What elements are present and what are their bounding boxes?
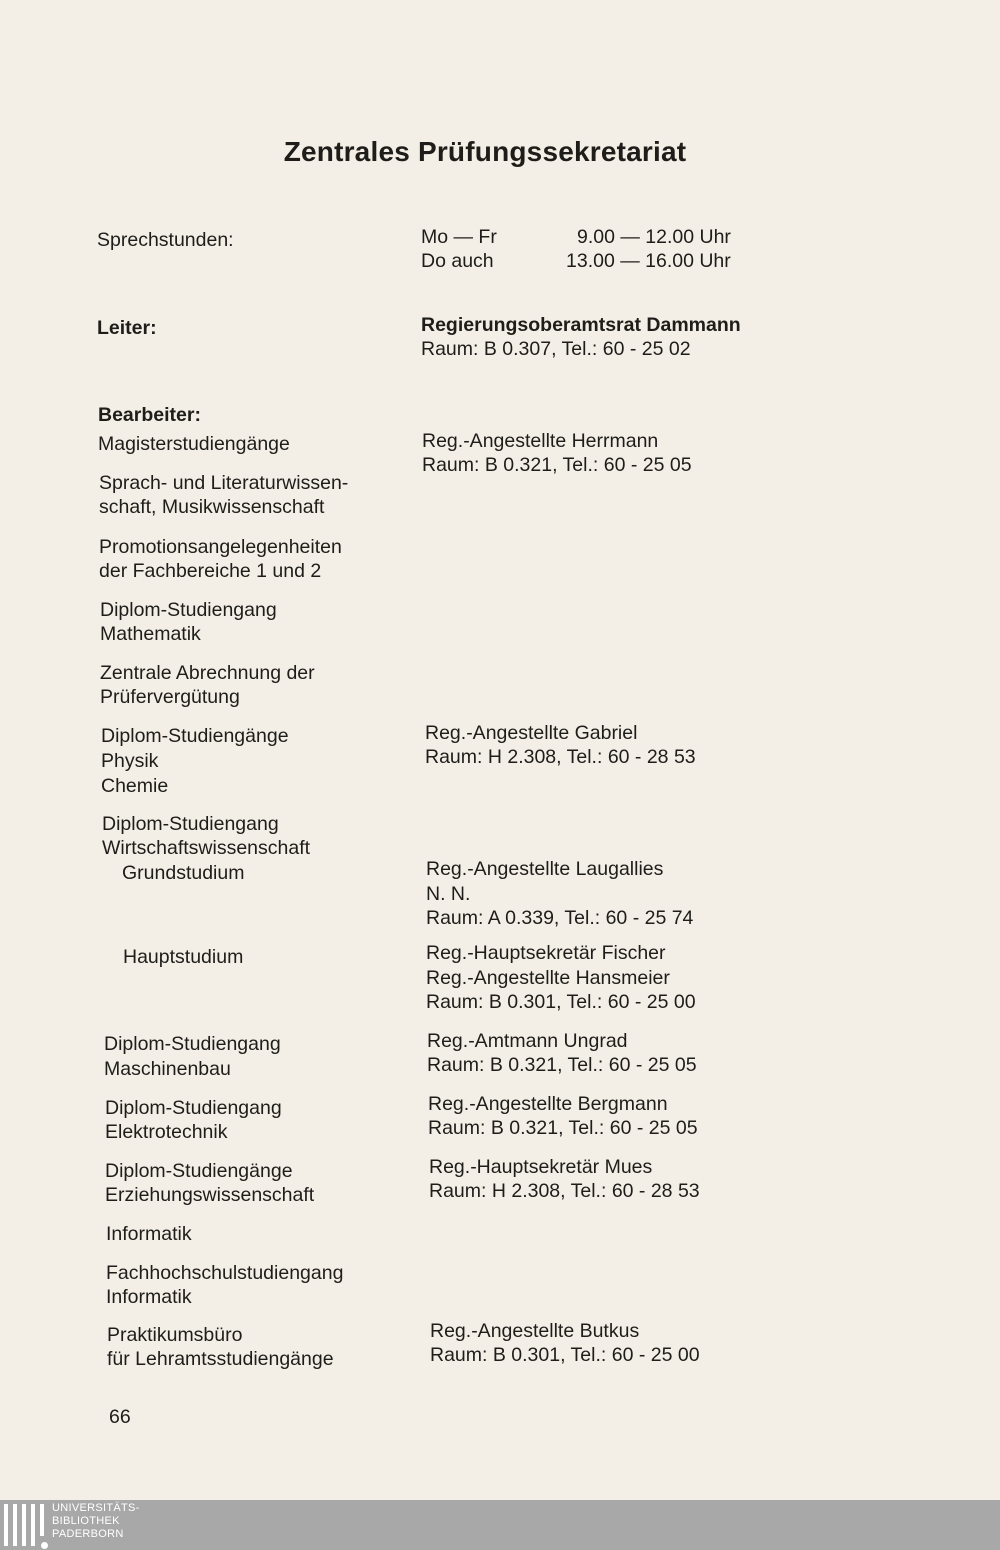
subject-line: Sprach- und Literaturwissen- <box>99 472 349 494</box>
subject-line: Diplom-Studiengang <box>104 1033 281 1055</box>
page-title: Zentrales Prüfungssekretariat <box>283 136 687 167</box>
library-logo-icon <box>4 1504 48 1546</box>
subject-line: Informatik <box>106 1223 192 1245</box>
staff-line: Raum: B 0.301, Tel.: 60 - 25 00 <box>426 991 696 1013</box>
subject-line: Mathematik <box>100 623 201 645</box>
staff-line: Raum: A 0.339, Tel.: 60 - 25 74 <box>426 907 694 929</box>
subject-line: Chemie <box>101 775 169 797</box>
subject-line: schaft, Musikwissenschaft <box>99 496 325 518</box>
staff-line: Reg.-Angestellte Gabriel <box>425 722 638 744</box>
head-label: Leiter: <box>97 317 157 339</box>
page-number: 66 <box>109 1406 131 1428</box>
staff-line: Raum: H 2.308, Tel.: 60 - 28 53 <box>425 746 696 768</box>
subject-line: Diplom-Studiengang <box>100 599 277 621</box>
staff-line: Reg.-Amtmann Ungrad <box>427 1030 628 1052</box>
subject-line: Diplom-Studiengänge <box>101 725 289 747</box>
office-hours-time-1: 9.00 — 12.00 Uhr <box>577 226 731 248</box>
library-logo-text <box>52 1502 140 1541</box>
subject-line: Maschinenbau <box>104 1058 231 1080</box>
staff-line: Raum: B 0.321, Tel.: 60 - 25 05 <box>428 1117 698 1139</box>
subject-line: Diplom-Studiengänge <box>105 1160 293 1182</box>
subject-line: Prüfervergütung <box>100 686 240 708</box>
office-hours-label: Sprechstunden: <box>97 229 234 251</box>
staff-line: Raum: B 0.301, Tel.: 60 - 25 00 <box>430 1344 700 1366</box>
staff-label: Bearbeiter: <box>98 404 201 426</box>
staff-line: N. N. <box>426 883 471 905</box>
library-logo-line: PADERBORN <box>52 1528 124 1540</box>
subject-line: Elektrotechnik <box>105 1121 228 1143</box>
subject-line: Erziehungswissenschaft <box>105 1184 315 1206</box>
staff-line: Raum: B 0.321, Tel.: 60 - 25 05 <box>422 454 692 476</box>
subject-line: Diplom-Studiengang <box>105 1097 282 1119</box>
staff-line: Reg.-Angestellte Butkus <box>430 1320 640 1342</box>
staff-line: Reg.-Angestellte Laugallies <box>426 858 664 880</box>
office-hours-time-2: 13.00 — 16.00 Uhr <box>566 250 731 272</box>
subject-line: Promotionsangelegenheiten <box>99 536 342 558</box>
staff-line: Reg.-Hauptsekretär Mues <box>429 1156 653 1178</box>
staff-line: Reg.-Angestellte Herrmann <box>422 430 659 452</box>
head-name: Regierungsoberamtsrat Dammann <box>421 314 741 336</box>
subject-line: Hauptstudium <box>123 946 244 968</box>
subject-line: Diplom-Studiengang <box>102 813 279 835</box>
subject-line: Grundstudium <box>122 862 245 884</box>
staff-line: Raum: H 2.308, Tel.: 60 - 28 53 <box>429 1180 700 1202</box>
subject-line: Informatik <box>106 1286 192 1308</box>
subject-line: Physik <box>101 750 159 772</box>
office-hours-days-1: Mo — Fr <box>421 226 497 248</box>
staff-line: Reg.-Hauptsekretär Fischer <box>426 942 666 964</box>
library-footer-bar <box>0 1500 1000 1550</box>
subject-line: Fachhochschulstudiengang <box>106 1262 344 1284</box>
subject-line: Zentrale Abrechnung der <box>100 662 315 684</box>
subject-line: Wirtschaftswissenschaft <box>102 837 311 859</box>
office-hours-days-2: Do auch <box>421 250 494 272</box>
subject-line: Praktikumsbüro <box>107 1324 243 1346</box>
library-logo-line: BIBLIOTHEK <box>52 1515 120 1527</box>
head-room: Raum: B 0.307, Tel.: 60 - 25 02 <box>421 338 691 360</box>
staff-line: Raum: B 0.321, Tel.: 60 - 25 05 <box>427 1054 697 1076</box>
subject-line: der Fachbereiche 1 und 2 <box>99 560 322 582</box>
subject-line: Magisterstudiengänge <box>98 433 290 455</box>
staff-line: Reg.-Angestellte Bergmann <box>428 1093 668 1115</box>
library-logo-line: UNIVERSITÄTS- <box>52 1502 140 1514</box>
subject-line: für Lehramtsstudiengänge <box>107 1348 334 1370</box>
staff-line: Reg.-Angestellte Hansmeier <box>426 967 670 989</box>
